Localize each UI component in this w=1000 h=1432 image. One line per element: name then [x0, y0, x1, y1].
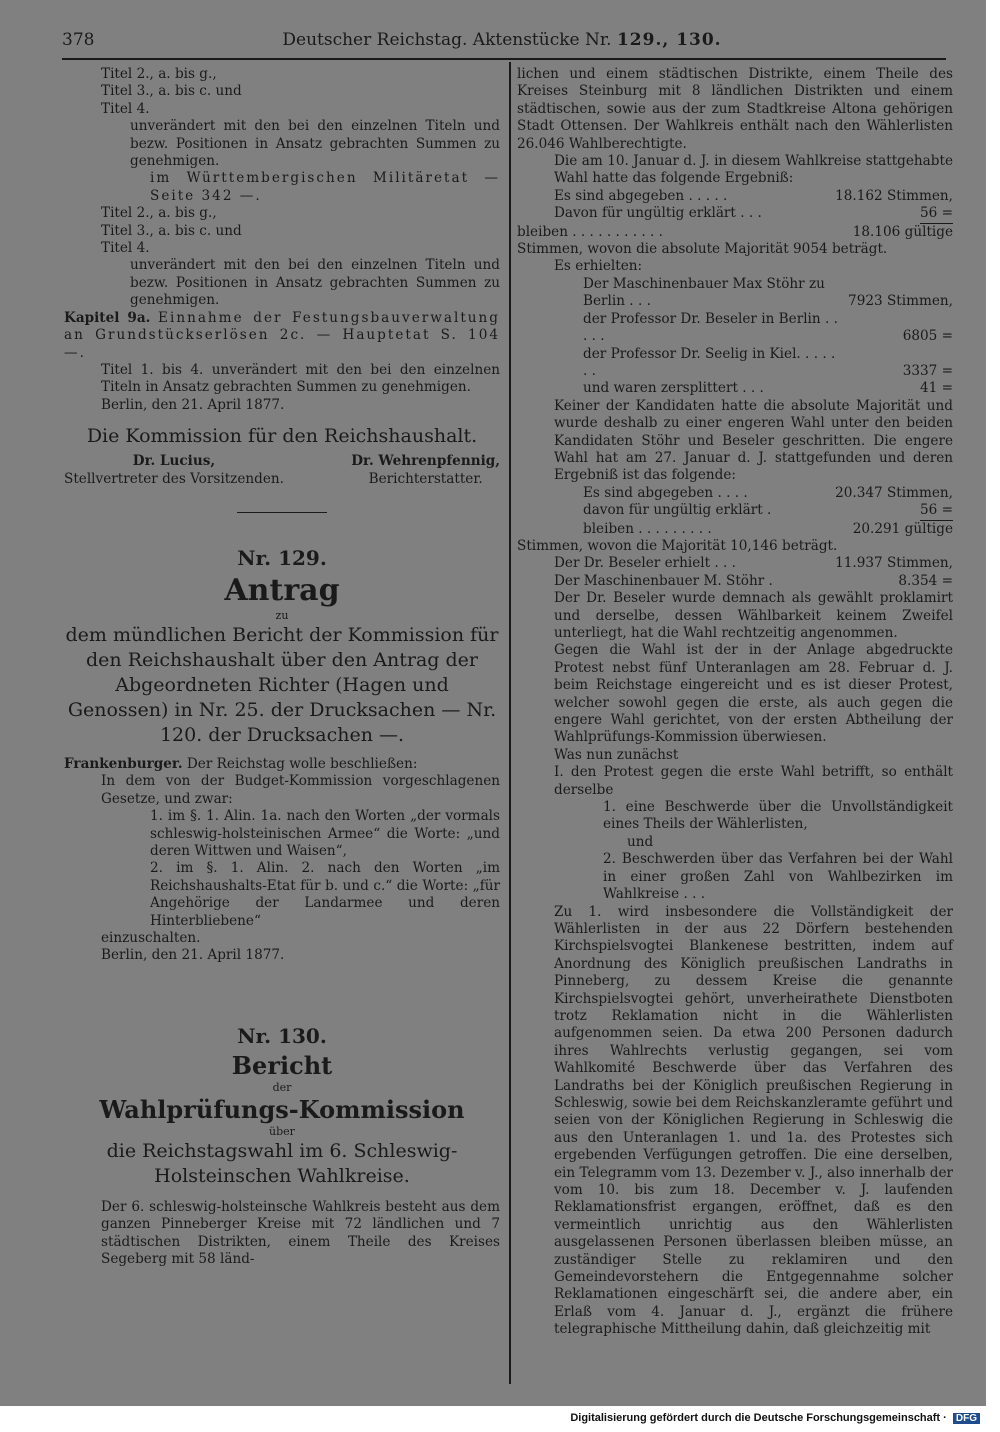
list-item: 1. eine Beschwerde über die Unvollständigkeit eines Theils der Wählerlisten,: [603, 799, 953, 833]
document-numbers: 129., 130.: [616, 30, 722, 50]
signer-name: Dr. Wehrenpfennig,: [351, 453, 500, 470]
signature-block: [64, 453, 284, 488]
result-row: [517, 573, 953, 590]
kapitel-paragraph: [64, 310, 500, 362]
motion-item: 2. im §. 1. Alin. 2. nach den Worten „im Reichshaushalts-Etat für b. und c.“ die Worte: „für Angehörige der Landarmee und deren Hinterbliebene“: [150, 860, 500, 929]
paragraph: im Württembergischen Militäretat — Seite 342 —.: [150, 170, 500, 204]
result-label: Es sind abgegeben . . . . .: [554, 187, 728, 204]
document-number: Nr. 130.: [237, 1023, 327, 1048]
paragraph: Was nun zunächst: [554, 746, 679, 763]
titel-line: Titel 3., a. bis c. und: [101, 83, 242, 100]
kommission-heading: Die Kommission für den Reichshaushalt.: [86, 425, 478, 448]
paragraph: Stimmen, wovon die absolute Majorität 9054 beträgt.: [517, 241, 888, 258]
paragraph: Die am 10. Januar d. J. in diesem Wahlkreise stattgehabte Wahl hatte das folgende Ergebniß:: [554, 153, 953, 187]
page-number: 378: [62, 30, 95, 50]
result-value: 3337 =: [902, 362, 953, 379]
antrag-subject: dem mündlichen Bericht der Kommission für den Reichshaushalt über den Antrag der Abgeordneten Richter (Hagen und Genossen) in Nr. 25. der Drucksachen — Nr. 120. der Drucksachen —.: [65, 623, 499, 746]
result-label: Davon für ungültig erklärt . . .: [554, 205, 762, 222]
result-value: 56 =: [920, 205, 953, 223]
paragraph: Titel 1. bis 4. unverändert mit den bei den einzelnen Titeln in Ansatz gebrachten Summen zu genehmigen.: [101, 361, 500, 396]
paragraph: Der 6. schleswig-holsteinsche Wahlkreis besteht aus dem ganzen Pinneberger Kreise mit 72 ländlichen und 7 städtischen Distrikten, einem Theile des Kreises Segeberg mit 58 länd-: [101, 1198, 500, 1268]
signer-role: Stellvertreter des Vorsitzenden.: [64, 470, 284, 487]
paragraph: Zu 1. wird insbesondere die Vollständigkeit der Wählerlisten in der aus 22 Dörfern bestehenden Kirchspielsvogtei Blankenese bestritten, indem auf Anordnung des Königlich preußischen Landraths in Pinneberg, zu dessem Kreise die genannte Kirchspielsvogtei gehört, unverheirathete Dienstboten trotz Reklamation nicht in die Wählerlisten aufgenommen seien. Da etwa 200 Personen dadurch ihres Wahlrechts verlustig gegangen, sei vom Wahlkomité Beschwerde über das Verfahren des Landraths bei der Königlich preußischen Regierung in Schleswig, sowie bei dem Reichskanzleramte geführt und seien von der Königlichen Regierung in Schleswig die aus den Unteranlagen 1. und 1a. des Protestes sich ergebenden Verfügungen getroffen. Die eine derselben, ein Telegramm vom 13. Dezember v. J., also innerhalb der vom 10. bis zum 18. December v. J. laufenden Reklamationsfrist ergangen, eröffnet, daß es den vermeintlich unrichtig aus den Wählerlisten ausgelassenen Personen überlassen bleiben müsse, an zuständiger Stelle zu reklamiren und den Gemeindevorstehern die Entgegennahme solcher Reklamationen eingeschärft sei, die andere aber, ein Erlaß vom 4. Januar d. J., ergänzt die frühere telegraphische Mittheilung dahin, daß gleichzeitig mit: [554, 903, 953, 1338]
paragraph: Keiner der Kandidaten hatte die absolute Majorität und wurde deshalb zu einer engeren Wahl unter den beiden Kandidaten Stöhr und Beseler geschritten. Die engere Wahl hat am 27. Januar d. J. stattgefunden und deren Ergebniß ist das folgende:: [554, 397, 953, 484]
result-value: 56 =: [920, 502, 953, 520]
paragraph: Der Dr. Beseler wurde demnach als gewählt proklamirt und derselbe, dessen Wählbarkeit keinem Zweifel unterliegt, hat die Wahl rechtzeitig angenommen.: [554, 590, 953, 641]
heading-connector: über: [269, 1124, 295, 1138]
document-heading: Bericht: [231, 1050, 333, 1080]
motion-item: 1. im §. 1. Alin. 1a. nach den Worten „der vormals schleswig-holsteinischen Armee“ die Worte: „und deren Wittwen und Waisen“,: [150, 808, 500, 859]
paragraph: Gegen die Wahl ist der in der Anlage abgedruckte Protest nebst fünf Unteranlagen am 28. Februar d. J. beim Reichstage eingereicht und es ist dieser Protest, welcher sowohl gegen die erste, als auch gegen die engere Wahl gerichtet, von der ersten Abtheilung der Wahlprüfungs-Kommission überwiesen.: [554, 642, 953, 746]
signature-block: [351, 453, 500, 488]
result-value: 8.354 =: [898, 572, 953, 589]
kapitel-text: Einnahme der Festungsbauverwaltung an Grundstückserlösen 2c. — Hauptetat S. 104 —.: [64, 309, 501, 361]
list-item: 2. Beschwerden über das Verfahren bei der Wahl in einer großen Zahl von Wahlbezirken im Wahlkreise . . .: [603, 851, 953, 903]
running-title: [62, 30, 942, 50]
result-row: [517, 555, 953, 572]
result-row: [517, 311, 953, 346]
titel-line: Titel 2., a. bis g.,: [101, 66, 217, 82]
result-label: bleiben . . . . . . . . .: [583, 520, 712, 537]
result-row: [517, 380, 953, 397]
heading-connector: der: [272, 1080, 292, 1094]
titel-line: Titel 2., a. bis g.,: [101, 205, 217, 222]
paragraph: lichen und einem städtischen Distrikte, einem Theile des Kreises Steinburg mit 8 ländlichen Distrikten und einem städtischen, sowie aus der zum Stadtkreise Altona gehörigen Stadt Ottensen. Der Wahlkreis enthält nach den Wählerlisten 26.046 Wahlberechtigte.: [517, 66, 953, 152]
result-label: Es sind abgegeben . . . .: [583, 484, 748, 501]
motion-text: Der Reichstag wolle beschließen:: [186, 755, 418, 772]
paragraph: unverändert mit den bei den einzelnen Titeln und bezw. Positionen in Ansatz gebrachten Summen zu genehmigen.: [130, 118, 500, 170]
result-value: 11.937 Stimmen,: [835, 555, 953, 572]
result-value: 41 =: [919, 380, 953, 397]
paragraph: unverändert mit den bei den einzelnen Titeln und bezw. Positionen in Ansatz gebrachten Summen zu genehmigen.: [130, 257, 500, 309]
document-heading: Antrag: [224, 572, 340, 608]
titel-line: Titel 3., a. bis c. und: [101, 222, 242, 239]
result-row: [517, 521, 953, 538]
date-line: Berlin, den 21. April 1877.: [101, 396, 285, 413]
result-row: [517, 188, 953, 205]
result-value: 18.162 Stimmen,: [835, 187, 953, 204]
result-label: der Professor Dr. Beseler in Berlin . . . . .: [583, 310, 838, 345]
result-row: [517, 224, 953, 241]
paragraph: Stimmen, wovon die Majorität 10,146 beträgt.: [517, 537, 838, 554]
result-label: und waren zersplittert . . .: [583, 380, 764, 397]
result-label: der Professor Dr. Seelig in Kiel. . . . . . .: [583, 345, 836, 379]
result-label: bleiben . . . . . . . . . . .: [517, 223, 664, 240]
digitization-credit: [570, 1412, 980, 1424]
document-heading: Wahlprüfungs-Kommission: [99, 1094, 465, 1124]
running-title-text: Deutscher Reichstag. Aktenstücke Nr.: [282, 30, 612, 50]
column-rule: [509, 62, 511, 1384]
result-label: Der Maschinenbauer Max Stöhr zu Berlin . . .: [583, 275, 825, 310]
paragraph: I. den Protest gegen die erste Wahl betrifft, so enthält derselbe: [554, 764, 953, 798]
paragraph: In dem von der Budget-Kommission vorgeschlagenen Gesetze, und zwar:: [101, 773, 500, 807]
signatures: [64, 453, 500, 488]
motion-author: Frankenburger.: [64, 755, 183, 772]
signer-role: Berichterstatter.: [368, 470, 483, 487]
result-value: 20.291 gültige: [852, 520, 953, 537]
result-label: davon für ungültig erklärt .: [583, 502, 772, 519]
result-value: 7923 Stimmen,: [848, 293, 953, 310]
result-row: [517, 346, 953, 381]
list-connector: und: [627, 833, 654, 850]
result-value: 6805 =: [902, 328, 953, 345]
date-line: Berlin, den 21. April 1877.: [101, 947, 285, 964]
result-value: 18.106 gültige: [852, 223, 953, 240]
paragraph: Es erhielten:: [554, 258, 643, 275]
dfg-logo: DFG: [953, 1413, 980, 1424]
page-header: [62, 30, 942, 56]
separator: [237, 512, 327, 513]
right-column: [517, 66, 953, 1339]
result-row: [517, 276, 953, 311]
header-rule: [62, 58, 946, 60]
result-label: Der Maschinenbauer M. Stöhr .: [554, 572, 773, 589]
motion-intro: [64, 756, 500, 773]
credit-text: Digitalisierung gefördert durch die Deutsche Forschungsgemeinschaft ·: [570, 1412, 947, 1424]
result-row: [517, 485, 953, 502]
result-value: 20.347 Stimmen,: [835, 484, 953, 501]
paragraph: einzuschalten.: [101, 930, 201, 946]
result-label: Der Dr. Beseler erhielt . . .: [554, 555, 737, 572]
left-column: [64, 66, 500, 1268]
titel-line: Titel 4.: [101, 240, 150, 257]
titel-line: Titel 4.: [101, 100, 150, 117]
heading-connector: zu: [275, 608, 289, 622]
result-row: [517, 205, 953, 223]
kapitel-label: Kapitel 9a.: [64, 309, 151, 326]
result-row: [517, 502, 953, 520]
signer-name: Dr. Lucius,: [132, 453, 216, 470]
report-subject: die Reichstagswahl im 6. Schleswig-Holsteinschen Wahlkreise.: [106, 1139, 458, 1187]
document-number: Nr. 129.: [237, 545, 327, 570]
